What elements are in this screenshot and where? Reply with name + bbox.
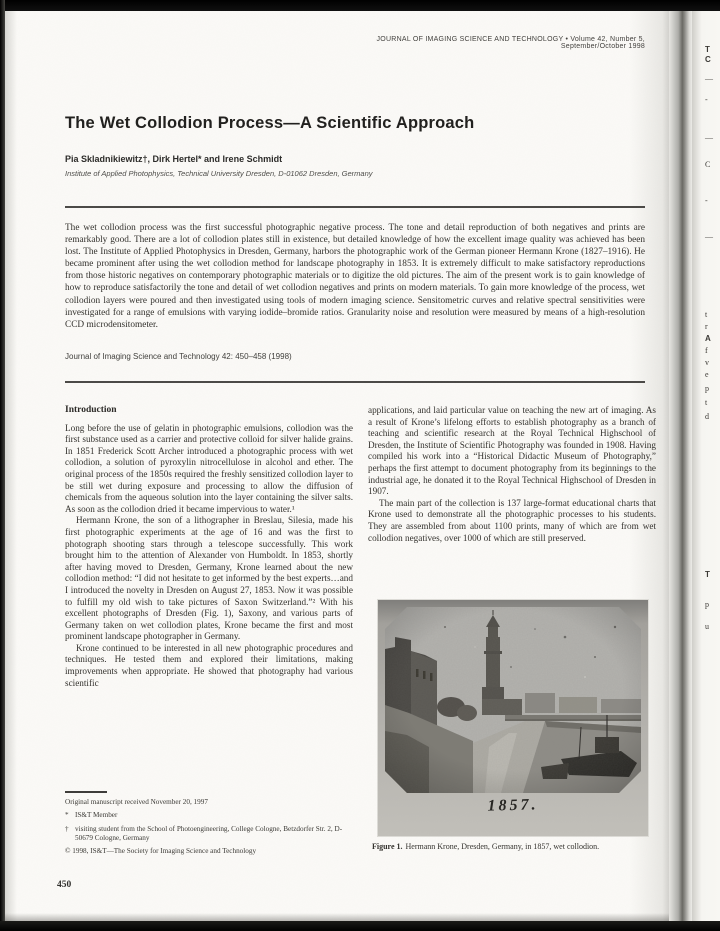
footnotes <box>65 798 353 861</box>
adjacent-page-text-fragment: — <box>705 232 713 241</box>
abstract-bottom-rule <box>65 381 645 383</box>
adjacent-page-text-fragment: C <box>705 160 711 169</box>
body-paragraph: applications, and laid particular value on teaching the new art of imaging. As a result of Krone’s lifelong efforts to establish photography as a branch of teaching and scientific research at the Royal Technical Highschool of Dresden, the Institute of Scientific Photography was founded in 1908. Having compiled his work into a “Historical Didactic Museum of Photography,” perhaps the first attempt to document photography from its beginnings to the industrial age, he donated it to the Royal Technical Highschool of Dresden in 1907. <box>368 405 656 497</box>
right-column <box>368 405 656 597</box>
footnote-rule <box>65 791 107 793</box>
adjacent-page-text-fragment: r <box>705 322 708 331</box>
adjacent-page-text-fragment: v <box>705 358 709 367</box>
article-title: The Wet Collodion Process—A Scientific Approach <box>65 114 475 132</box>
adjacent-page-sliver <box>692 11 720 921</box>
section-heading: Introduction <box>65 405 117 415</box>
footnote-member: * IS&T Member <box>65 811 118 820</box>
affiliation-line: Institute of Applied Photophysics, Technical University Dresden, D-01062 Dresden, Germany <box>65 169 373 178</box>
adjacent-page-text-fragment: t <box>705 398 708 407</box>
page-number: 450 <box>57 880 72 890</box>
figure-1-photo <box>385 607 641 793</box>
adjacent-page-text-fragment: — <box>705 74 713 83</box>
adjacent-page-text-fragment: e <box>705 370 709 379</box>
dagger-symbol: † <box>65 824 69 833</box>
figure-1-caption <box>372 842 650 853</box>
footnote-manuscript: Original manuscript received November 20, 1997 <box>65 798 208 806</box>
citation-line: Journal of Imaging Science and Technology 42: 450–458 (1998) <box>65 352 292 361</box>
footnote-visiting-student: † visiting student from the School of Photoengineering, College Cologne, Betzdorfer Str. 2, D-50679 Cologne, Germany <box>65 824 343 842</box>
journal-page <box>5 11 669 921</box>
figure-caption-text: Hermann Krone, Dresden, Germany, in 1857, wet collodion. <box>405 842 600 851</box>
adjacent-page-text-fragment: T <box>705 45 710 54</box>
figure-1-photo-card <box>378 600 648 836</box>
adjacent-page-text-fragment: t <box>705 310 708 319</box>
body-paragraph: Long before the use of gelatin in photographic emulsions, collodion was the first substance used as a carrier and protective colloid for silver halide grains. In 1851 Frederick Scott Archer introduced a photographic process with wet collodion, a solution of pyroxylin nitrocellulose in alcohol and ether. The original process of the 1850s required the freshly sensitized collodion layer to be still wet during exposure and processing to allow the diffusion of chemicals from the aqueous solution into the layer containing the silver salts. As soon as the collodion dried it became impervious to water.¹ <box>65 422 353 514</box>
adjacent-page-text-fragment: f <box>705 346 708 355</box>
adjacent-page-text-fragment: p <box>705 384 709 393</box>
scan-border-bottom <box>0 921 720 931</box>
adjacent-page-text-fragment: p <box>705 600 709 609</box>
figure-caption-label: Figure 1. <box>372 842 403 851</box>
left-column <box>65 405 353 790</box>
abstract-text: The wet collodion process was the first successful photographic negative process. The tone and detail reproduction of both negatives and prints are remarkably good. There are a lot of collodion plates still in existence, but detailed knowledge of how the excellent image quality was achieved has been lost. The Institute of Applied Photophysics in Dresden, Germany, harbors the photographic work of the German pioneer Hermann Krone (1827–1916). He became prominent after using the wet collodion method for landscape photography in 1853. It is extremely difficult to make satisfactory reproductions from those historic negatives on contemporary photographic materials or to digitize the old pictures. The aim of the present work is to gain knowledge of how to reproduce satisfactorily the tone and detail of wet collodion negatives and prints on modern materials. To gain more knowledge of the process, wet collodion layers were poured and then investigated using tools of modern imaging science. Sensitometric curves and relative spectral sensitivities were investigated for a range of emulsions with varying iodide–bromide ratios. Granularity noise and resolution were measured by means of a high-resolution CCD microdensitometer. <box>65 223 645 330</box>
adjacent-page-text-fragment: — <box>705 133 713 142</box>
body-paragraph: The main part of the collection is 137 large-format educational charts that Krone used to demonstrate all the photographic processes to his students. They are assembled from about 1100 prints, many of which are from wet collodion negatives, over 1000 of which are still preserved. <box>368 497 656 543</box>
journal-header: JOURNAL OF IMAGING SCIENCE AND TECHNOLOGY • Volume 42, Number 5, September/October 1998 <box>376 36 645 50</box>
author-line: Pia Skladnikiewitz†, Dirk Hertel* and Irene Schmidt <box>65 154 283 164</box>
adjacent-page-text-fragment: A <box>705 334 711 343</box>
adjacent-page-text-fragment: u <box>705 622 709 631</box>
adjacent-page-text-fragment: T <box>705 570 710 579</box>
footnote-copyright: © 1998, IS&T—The Society for Imaging Science and Technology <box>65 847 257 856</box>
photo-grain <box>385 607 641 793</box>
adjacent-page-text-fragment: C <box>705 55 711 64</box>
adjacent-page-text-fragment: - <box>705 196 708 205</box>
book-gutter-shadow <box>669 11 692 921</box>
adjacent-page-text-fragment: d <box>705 412 709 421</box>
body-paragraph: Krone continued to be interested in all new photographic procedures and techniques. He tested them and explored their limitations, making improvements when appropriate. He showed that photography had various scientific <box>65 642 353 688</box>
adjacent-page-text-fragment: - <box>705 95 708 104</box>
body-paragraph: Hermann Krone, the son of a lithographer in Breslau, Silesia, made his first photographic experiments at the age of 16 and was the first to photograph shooting stars through a telescope successfully. This work brought him to the attention of Alexander von Humboldt. In 1853, shortly after having moved to Dresden, Germany, Krone learned about the new collodion method: “I did not hesitate to get informed by the best experts…and I introduced the novelty in Dresden on August 27, 1853. Now it was possible to fulfill my old wish to take pictures of Saxon Switzerland.”² With his excellent photographs of Dresden (Fig. 1), Saxony, and various parts of Germany taken on wet collodion plates, Krone became the first and most prominent landscape photographer in Germany. <box>65 515 353 642</box>
abstract-top-rule <box>65 206 645 208</box>
asterisk-symbol: * <box>65 811 69 820</box>
scan-border-top <box>0 0 720 11</box>
photo-year-inscription: 1857. <box>487 796 539 815</box>
